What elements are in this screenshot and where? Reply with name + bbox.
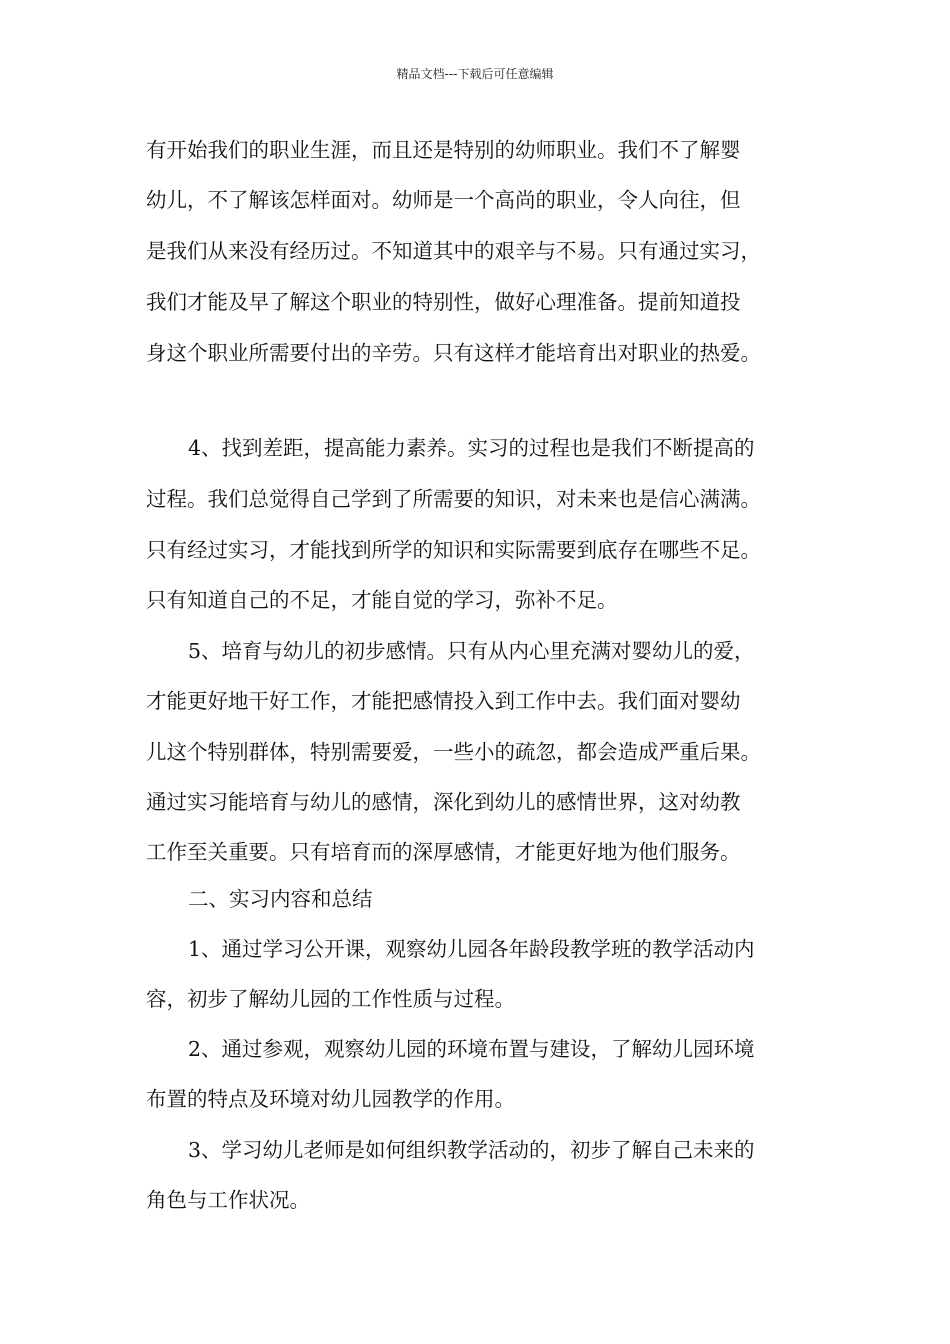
text-line: 5、培育与幼儿的初步感情。只有从内心里充满对婴幼儿的爱， <box>188 639 755 663</box>
text-line: 容，初步了解幼儿园的工作性质与过程。 <box>146 987 515 1011</box>
text-line: 通过实习能培育与幼儿的感情，深化到幼儿的感情世界，这对幼教 <box>146 790 741 814</box>
text-line: 1、通过学习公开课，观察幼儿园各年龄段教学班的教学活动内 <box>188 937 755 961</box>
section-heading: 二、实习内容和总结 <box>188 887 373 911</box>
text-line: 工作至关重要。只有培育而的深厚感情，才能更好地为他们服务。 <box>146 840 741 864</box>
text-line: 有开始我们的职业生涯，而且还是特别的幼师职业。我们不了解婴 <box>146 138 741 162</box>
text-line: 3、学习幼儿老师是如何组织教学活动的，初步了解自己未来的 <box>188 1138 755 1162</box>
text-line: 我们才能及早了解这个职业的特别性，做好心理准备。提前知道投 <box>146 290 741 314</box>
text-line: 2、通过参观，观察幼儿园的环境布置与建设，了解幼儿园环境 <box>188 1037 755 1061</box>
text-line: 布置的特点及环境对幼儿园教学的作用。 <box>146 1087 515 1111</box>
page-header: 精品文档---下载后可任意编辑 <box>396 67 554 81</box>
text-line: 4、找到差距，提高能力素养。实习的过程也是我们不断提高的 <box>188 436 755 460</box>
text-line: 儿这个特别群体，特别需要爱，一些小的疏忽，都会造成严重后果。 <box>146 740 761 764</box>
text-line: 幼儿，不了解该怎样面对。幼师是一个高尚的职业，令人向往，但 <box>146 188 741 212</box>
text-line: 过程。我们总觉得自己学到了所需要的知识，对未来也是信心满满。 <box>146 487 761 511</box>
text-line: 身这个职业所需要付出的辛劳。只有这样才能培育出对职业的热爱。 <box>146 341 761 365</box>
text-line: 只有知道自己的不足，才能自觉的学习，弥补不足。 <box>146 588 618 612</box>
text-line: 角色与工作状况。 <box>146 1188 310 1212</box>
text-line: 是我们从来没有经历过。不知道其中的艰辛与不易。只有通过实习， <box>146 239 761 263</box>
text-line: 才能更好地干好工作，才能把感情投入到工作中去。我们面对婴幼 <box>146 689 741 713</box>
text-line: 只有经过实习，才能找到所学的知识和实际需要到底存在哪些不足。 <box>146 538 761 562</box>
